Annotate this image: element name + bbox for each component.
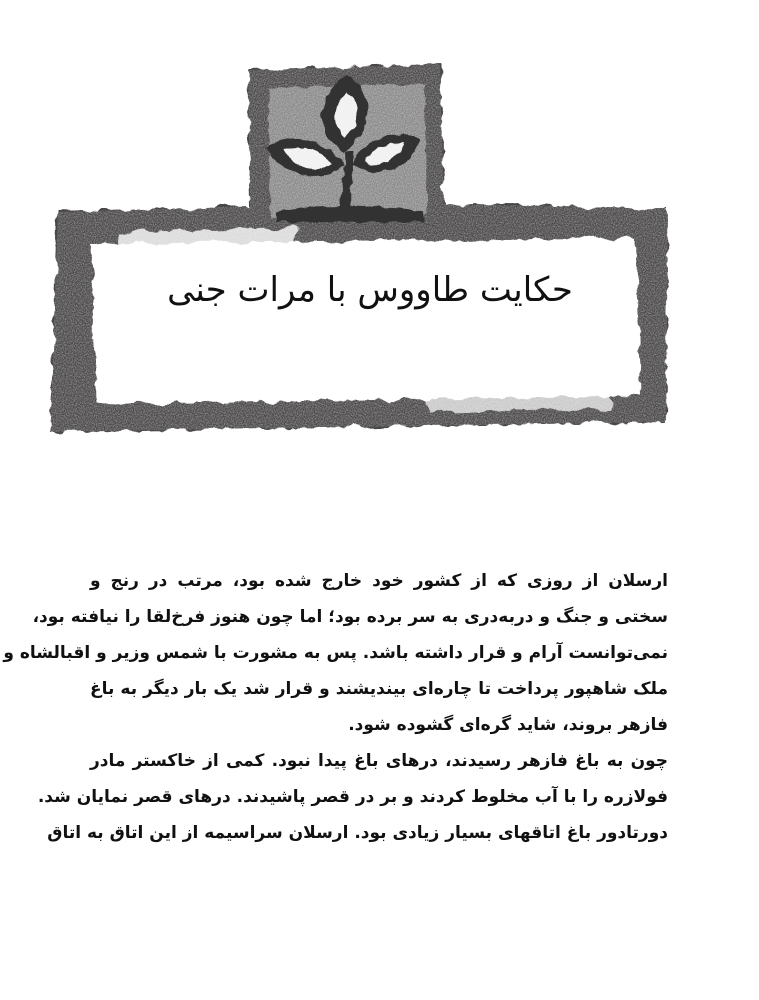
text-line: چون به باغ فازهر رسیدند، درهای باغ پیدا نبود. کمی از خاکستر مادر [90,751,668,771]
paragraph-1 [3,563,668,743]
text-line: فازهر بروند، شاید گره‌ای گشوده شود. [348,715,668,735]
text-line: سختی و جنگ و دربه‌دری به سر برده بود؛ اما چون هنوز فرخ‌لقا را نیافته بود، [32,607,668,627]
text-line: ملک شاهپور پرداخت تا چاره‌ای بیندیشند و قرار شد یک بار دیگر به باغ [90,679,668,699]
chapter-title: حکایت طاووس با مرات جنی [167,270,573,310]
text-line: نمی‌توانست آرام و قرار داشته باشد. پس به مشورت با شمس وزیر و اقبالشاه و [3,643,668,663]
chapter-header-illustration [0,0,759,460]
text-line: دورتادور باغ اتاقهای بسیار زیادی بود. ارسلان سراسیمه از این اتاق به اتاق [47,823,668,843]
story-body [3,563,668,851]
text-line: ارسلان از روزی که از کشور خود خارج شده بود، مرتب در رنج و [90,571,668,591]
title-panel [92,228,640,412]
paragraph-2 [37,743,668,851]
text-line: فولازره را با آب مخلوط کردند و بر در قصر پاشیدند. درهای قصر نمایان شد. [37,787,668,807]
